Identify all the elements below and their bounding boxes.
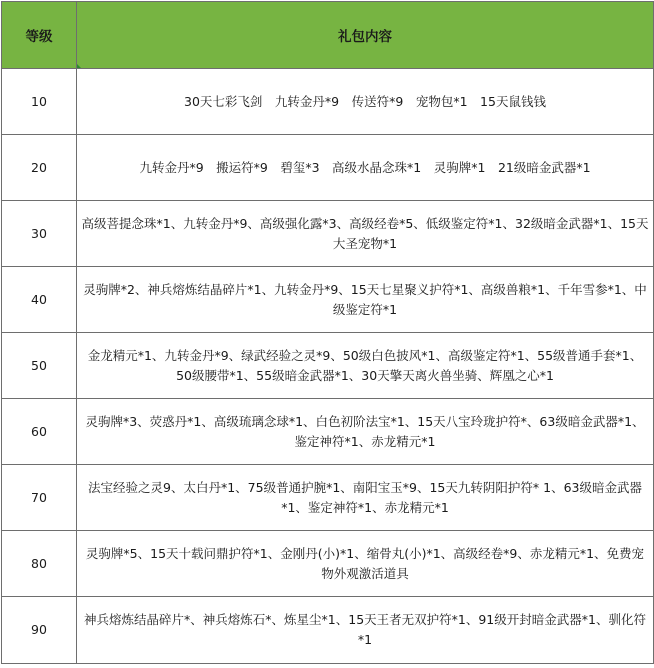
contents-cell: 灵驹牌*5、15天十载问鼎护符*1、金刚丹(小)*1、缩骨丸(小)*1、高级经卷*9、赤龙精元*1、免费宠物外观激活道具 <box>77 531 654 597</box>
table-row <box>2 267 654 333</box>
table-row <box>2 201 654 267</box>
header-contents-label: 礼包内容 <box>338 29 392 45</box>
table-row <box>2 531 654 597</box>
contents-cell: 30天七彩飞剑 九转金丹*9 传送符*9 宠物包*1 15天鼠钱钱 <box>77 69 654 135</box>
level-cell: 50 <box>2 333 77 399</box>
level-cell: 70 <box>2 465 77 531</box>
contents-cell: 灵驹牌*3、荧惑丹*1、高级琉璃念球*1、白色初阶法宝*1、15天八宝玲珑护符*、63级暗金武器*1、鉴定神符*1、赤龙精元*1 <box>77 399 654 465</box>
contents-cell: 高级菩提念珠*1、九转金丹*9、高级强化露*3、高级经卷*5、低级鉴定符*1、32级暗金武器*1、15天大圣宠物*1 <box>77 201 654 267</box>
table-row <box>2 333 654 399</box>
contents-cell: 九转金丹*9 搬运符*9 碧玺*3 高级水晶念珠*1 灵驹牌*1 21级暗金武器*1 <box>77 135 654 201</box>
level-cell: 30 <box>2 201 77 267</box>
table-row <box>2 399 654 465</box>
cell-corner-marker <box>77 64 81 68</box>
level-cell: 90 <box>2 597 77 664</box>
contents-cell: 金龙精元*1、九转金丹*9、绿武经验之灵*9、50级白色披风*1、高级鉴定符*1、55级普通手套*1、50级腰带*1、55级暗金武器*1、30天擎天离火兽坐骑、辉凰之心*1 <box>77 333 654 399</box>
level-cell: 60 <box>2 399 77 465</box>
table-row <box>2 465 654 531</box>
contents-cell: 法宝经验之灵9、太白丹*1、75级普通护腕*1、南阳宝玉*9、15天九转阴阳护符* 1、63级暗金武器*1、鉴定神符*1、赤龙精元*1 <box>77 465 654 531</box>
header-contents <box>77 2 654 69</box>
level-cell: 10 <box>2 69 77 135</box>
table-row <box>2 69 654 135</box>
header-level: 等级 <box>2 2 77 69</box>
level-cell: 80 <box>2 531 77 597</box>
level-cell: 40 <box>2 267 77 333</box>
table-row <box>2 597 654 664</box>
contents-cell: 灵驹牌*2、神兵熔炼结晶碎片*1、九转金丹*9、15天七星聚义护符*1、高级兽粮*1、千年雪参*1、中级鉴定符*1 <box>77 267 654 333</box>
contents-cell: 神兵熔炼结晶碎片*、神兵熔炼石*、炼星尘*1、15天王者无双护符*1、91级开封暗金武器*1、驯化符*1 <box>77 597 654 664</box>
gift-pack-table <box>1 1 654 664</box>
table-row <box>2 135 654 201</box>
level-cell: 20 <box>2 135 77 201</box>
table-header-row <box>2 2 654 69</box>
